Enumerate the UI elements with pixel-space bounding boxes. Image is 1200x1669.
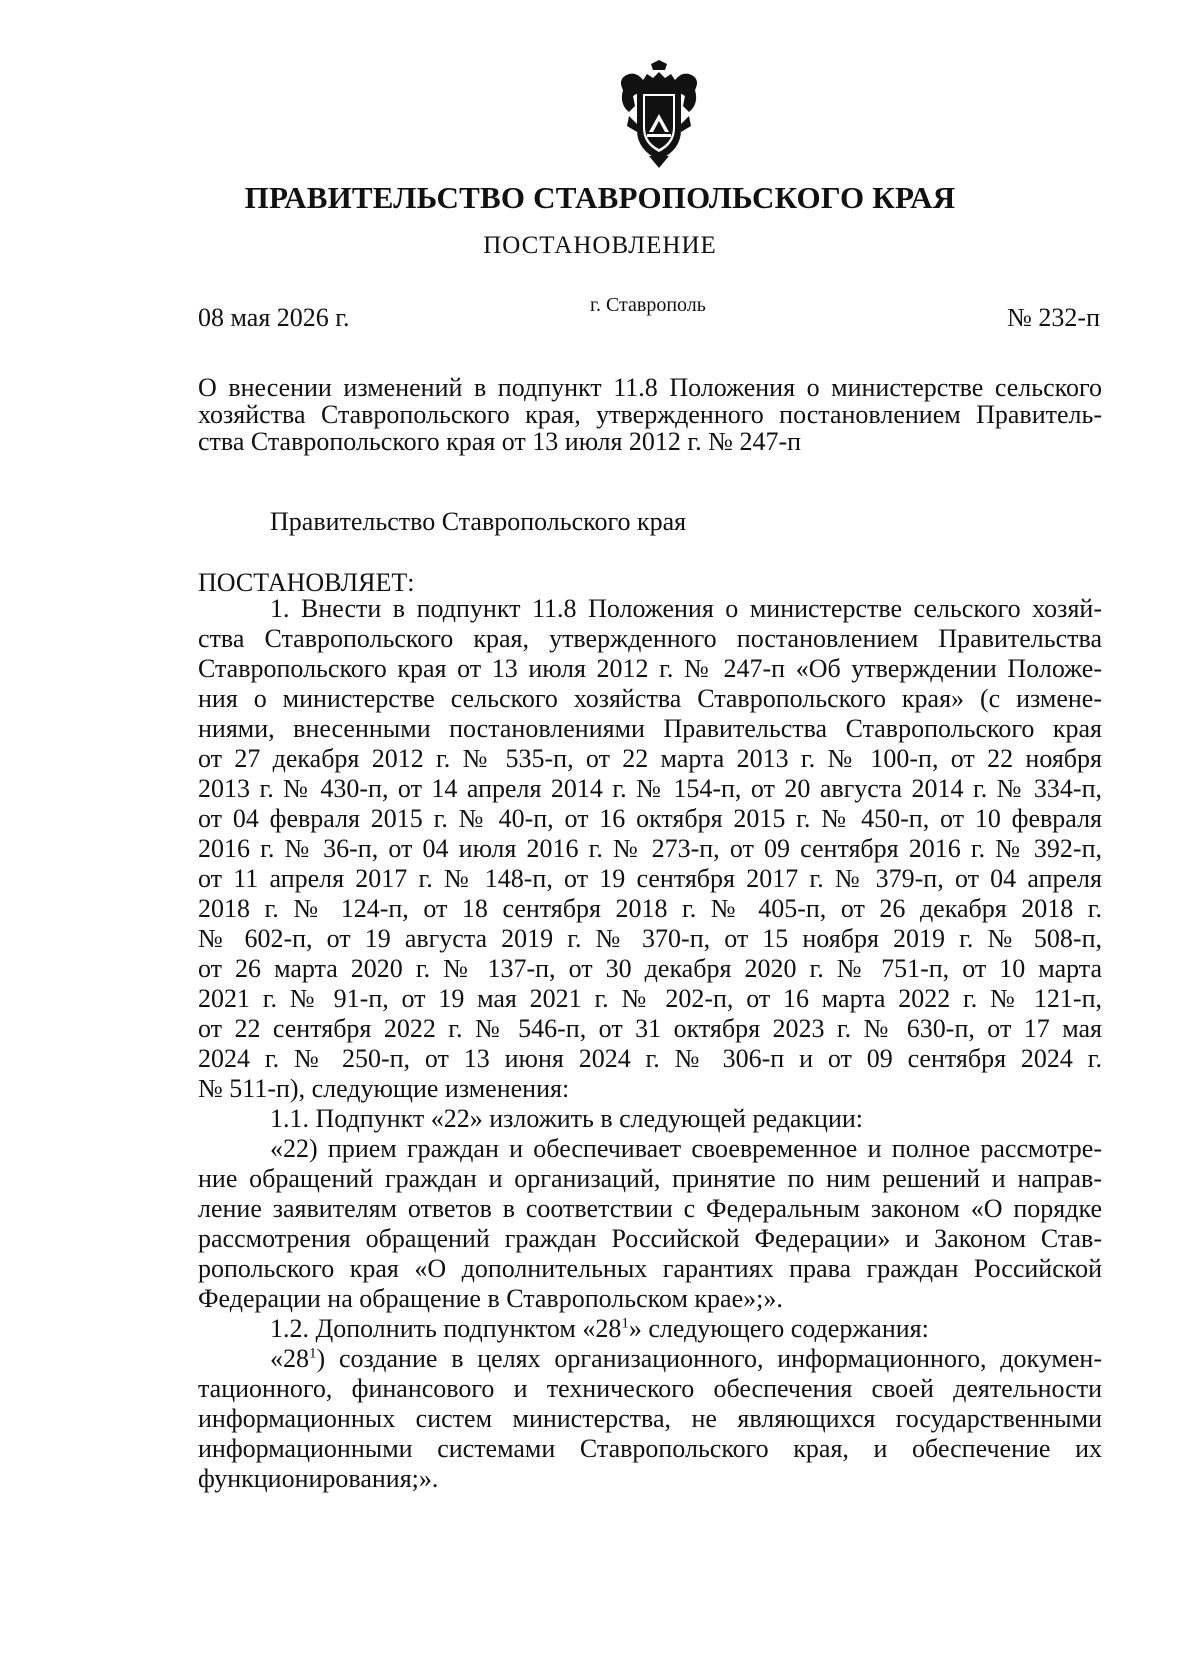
body-line: ниями, внесенными постановлениями Правительства Ставропольского края <box>198 714 1102 743</box>
body-line: от 11 апреля 2017 г. № 148-п, от 19 сентября 2017 г. № 379-п, от 04 апреля <box>198 864 1102 893</box>
body-line: от 26 марта 2020 г. № 137-п, от 30 декабря 2020 г. № 751-п, от 10 марта <box>198 954 1102 983</box>
document-type: ПОСТАНОВЛЕНИЕ <box>483 232 717 259</box>
body-line: 1. Внести в подпункт 11.8 Положения о министерстве сельского хозяй- <box>270 594 1102 623</box>
clause-1-2-line-start: «28 <box>270 1344 309 1373</box>
clause-1-2-line: тационного, финансового и технического обеспечения своей деятельности <box>198 1374 1102 1403</box>
government-title: ПРАВИТЕЛЬСТВО СТАВРОПОЛЬСКОГО КРАЯ <box>244 180 956 215</box>
document-date: 08 мая 2026 г. <box>198 303 350 332</box>
clause-1-1-line: Федерации на обращение в Ставропольском крае»;». <box>198 1284 783 1313</box>
clause-1-1-line: ние обращений граждан и организаций, принятие по ним решений и направ- <box>198 1164 1102 1193</box>
clause-1-1-line: рассмотрения обращений граждан Российской Федерации» и Законом Став- <box>198 1224 1102 1253</box>
body-line: 2024 г. № 250-п, от 13 июня 2024 г. № 306-п и от 09 сентября 2024 г. <box>198 1044 1102 1073</box>
body-line: ния о министерстве сельского хозяйства Ставропольского края» (с измене- <box>198 684 1102 713</box>
clause-1-1-line: ление заявителям ответов в соответствии с Федеральным законом «О порядке <box>198 1194 1102 1223</box>
clause-1-2-line-sup: 1 <box>309 1345 317 1362</box>
document-city: г. Ставрополь <box>590 294 706 316</box>
stavropol-krai-coat-of-arms-icon <box>613 60 705 168</box>
document-body <box>198 594 1102 1494</box>
clause-1-2-line: функционирования;». <box>198 1464 439 1493</box>
clause-1-2-heading <box>198 1314 1102 1344</box>
body-line: от 22 сентября 2022 г. № 546-п, от 31 октября 2023 г. № 630-п, от 17 мая <box>198 1014 1102 1043</box>
clause-1-2-heading-sup: 1 <box>621 1315 629 1332</box>
clause-1-1-line: ропольского края «О дополнительных гарантиях права граждан Российской <box>198 1254 1102 1283</box>
preamble: Правительство Ставропольского края <box>270 507 687 536</box>
clause-1-2-heading-start: 1.2. Дополнить подпунктом «28 <box>270 1314 622 1343</box>
body-line: от 04 февраля 2015 г. № 40-п, от 16 октября 2015 г. № 450-п, от 10 февраля <box>198 804 1102 833</box>
body-line: № 511-п), следующие изменения: <box>198 1074 570 1103</box>
document-number: № 232-п <box>1007 303 1100 332</box>
clause-1-2-heading-end: » следующего содержания: <box>628 1314 929 1343</box>
clause-1-1-line: «22) прием граждан и обеспечивает своевременное и полное рассмотре- <box>270 1134 1102 1163</box>
body-line: 2021 г. № 91-п, от 19 мая 2021 г. № 202-п, от 16 марта 2022 г. № 121-п, <box>198 984 1102 1013</box>
subject-line: ства Ставропольского края от 13 июля 2012 г. № 247-п <box>198 427 802 456</box>
clause-1-2-line-rest: ) создание в целях организационного, информационного, докумен- <box>316 1344 1102 1373</box>
clause-1-2-line: информационных систем министерства, не являющихся государственными <box>198 1404 1102 1433</box>
subject-line: хозяйства Ставропольского края, утвержденного постановлением Правитель- <box>198 400 1102 429</box>
body-line: № 602-п, от 19 августа 2019 г. № 370-п, от 15 ноября 2019 г. № 508-п, <box>198 924 1102 953</box>
body-line: ства Ставропольского края, утвержденного постановлением Правительства <box>198 624 1102 653</box>
document-subject <box>198 374 1102 455</box>
clause-1-1-heading: 1.1. Подпункт «22» изложить в следующей редакции: <box>270 1104 864 1133</box>
body-line: 2018 г. № 124-п, от 18 сентября 2018 г. № 405-п, от 26 декабря 2018 г. <box>198 894 1102 923</box>
body-line: от 27 декабря 2012 г. № 535-п, от 22 марта 2013 г. № 100-п, от 22 ноября <box>198 744 1102 773</box>
body-line: 2013 г. № 430-п, от 14 апреля 2014 г. № 154-п, от 20 августа 2014 г. № 334-п, <box>198 774 1102 803</box>
clause-1-2-line <box>198 1344 1102 1374</box>
body-line: Ставропольского края от 13 июля 2012 г. № 247-п «Об утверждении Положе- <box>198 654 1102 683</box>
resolves-heading: ПОСТАНОВЛЯЕТ: <box>198 568 415 597</box>
clause-1-2-line: информационными системами Ставропольского края, и обеспечение их <box>198 1434 1102 1463</box>
body-line: 2016 г. № 36-п, от 04 июля 2016 г. № 273-п, от 09 сентября 2016 г. № 392-п, <box>198 834 1102 863</box>
subject-line: О внесении изменений в подпункт 11.8 Положения о министерстве сельского <box>198 373 1102 402</box>
